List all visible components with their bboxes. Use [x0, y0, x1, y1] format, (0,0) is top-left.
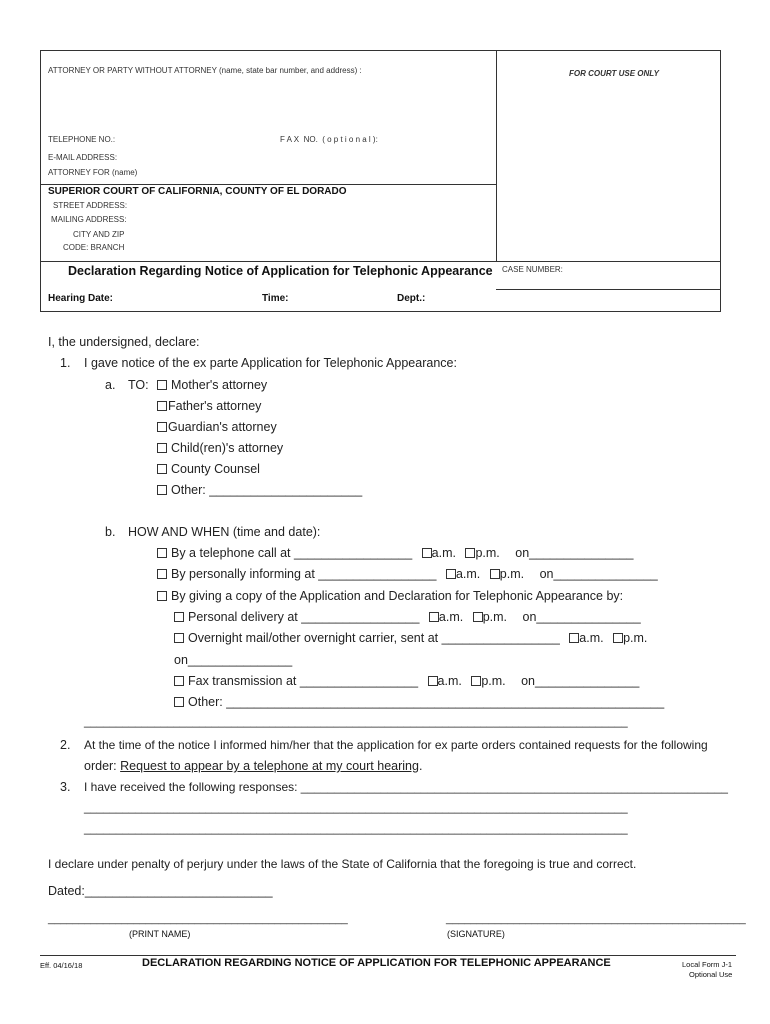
responses-line-2[interactable]: _____________________________________________________________________________________ — [84, 823, 628, 835]
checkbox-icon[interactable] — [157, 569, 167, 579]
signature-label: (SIGNATURE) — [447, 929, 505, 939]
mailing-address-label: MAILING ADDRESS: — [51, 215, 127, 224]
responses-line-1[interactable]: _____________________________________________________________________________________ — [84, 802, 628, 814]
personal-delivery-option[interactable]: Personal delivery at _________________ a.m. p.m. on_______________ — [174, 610, 641, 624]
checkbox-icon[interactable] — [174, 697, 184, 707]
to-guardian-option[interactable]: Guardian's attorney — [157, 420, 277, 434]
to-children-option[interactable]: Child(ren)'s attorney — [157, 441, 283, 455]
effective-date: Eff. 04/16/18 — [40, 961, 83, 970]
email-label: E-MAIL ADDRESS: — [48, 153, 118, 162]
checkbox-icon[interactable] — [174, 612, 184, 622]
other-method-line[interactable]: _____________________________________________________________________________________ — [84, 716, 628, 728]
checkbox-icon[interactable] — [174, 633, 184, 643]
hearing-date-label: Hearing Date: — [48, 293, 114, 304]
item2-text: At the time of the notice I informed him/her that the application for ex parte orders contained requests for the following — [84, 738, 708, 752]
checkbox-icon[interactable] — [157, 443, 167, 453]
footer-title: DECLARATION REGARDING NOTICE OF APPLICATION FOR TELEPHONIC APPEARANCE — [142, 957, 611, 969]
giving-copy-option[interactable]: By giving a copy of the Application and Declaration for Telephonic Appearance by: — [157, 589, 623, 603]
checkbox-icon[interactable] — [157, 380, 167, 390]
intro-text: I, the undersigned, declare: — [48, 335, 200, 349]
telephone-call-option[interactable]: By a telephone call at _________________ a.m. p.m. on_______________ — [157, 546, 633, 560]
checkbox-icon[interactable] — [174, 676, 184, 686]
fax-label: F A X NO. ( o p t i o n a l ): — [280, 135, 378, 144]
optional-use: Optional Use — [689, 970, 733, 979]
checkbox-icon[interactable] — [429, 612, 439, 622]
to-father-option[interactable]: Father's attorney — [157, 399, 261, 413]
item3-text: I have received the following responses: ________________________________________________________________ — [84, 780, 728, 794]
case-number-label: CASE NUMBER: — [502, 265, 563, 274]
to-county-counsel-option[interactable]: County Counsel — [157, 462, 260, 476]
checkbox-icon[interactable] — [157, 485, 167, 495]
attorney-for-label: ATTORNEY FOR (name) — [48, 168, 138, 177]
time-label: Time: — [262, 293, 289, 304]
city-zip-label: CITY AND ZIP — [73, 230, 125, 239]
item-a-label: a. — [105, 378, 116, 392]
court-name: SUPERIOR COURT OF CALIFORNIA, COUNTY OF EL DORADO — [48, 186, 347, 197]
checkbox-icon[interactable] — [157, 548, 167, 558]
overnight-date-line[interactable]: on_______________ — [174, 653, 293, 667]
checkbox-icon[interactable] — [157, 422, 167, 432]
item2-number: 2. — [60, 738, 71, 752]
attorney-label: ATTORNEY OR PARTY WITHOUT ATTORNEY (name, state bar number, and address) : — [48, 66, 362, 75]
local-form-number: Local Form J-1 — [682, 960, 733, 969]
to-mother-option[interactable]: Mother's attorney — [157, 378, 267, 392]
form-title: Declaration Regarding Notice of Application for Telephonic Appearance — [68, 264, 493, 278]
checkbox-icon[interactable] — [613, 633, 623, 643]
checkbox-icon[interactable] — [157, 591, 167, 601]
header-divider-court — [40, 184, 497, 185]
checkbox-icon[interactable] — [446, 569, 456, 579]
item3-number: 3. — [60, 780, 71, 794]
checkbox-icon[interactable] — [157, 464, 167, 474]
checkbox-icon[interactable] — [473, 612, 483, 622]
checkbox-icon[interactable] — [471, 676, 481, 686]
item1-text: I gave notice of the ex parte Application for Telephonic Appearance: — [84, 356, 457, 370]
print-name-line[interactable]: _________________________________________________ — [48, 913, 348, 925]
checkbox-icon[interactable] — [465, 548, 475, 558]
item-b-label: b. — [105, 525, 116, 539]
branch-label: CODE: BRANCH — [63, 243, 125, 252]
to-other-option[interactable]: Other: ______________________ — [157, 483, 362, 497]
street-address-label: STREET ADDRESS: — [53, 201, 128, 210]
checkbox-icon[interactable] — [422, 548, 432, 558]
footer-rule — [40, 955, 736, 956]
item2-order-line: order: Request to appear by a telephone at my court hearing. — [84, 759, 423, 773]
checkbox-icon[interactable] — [157, 401, 167, 411]
header-divider-title — [40, 261, 721, 262]
fax-transmission-option[interactable]: Fax transmission at _________________ a.m. p.m. on_______________ — [174, 674, 639, 688]
how-when-label: HOW AND WHEN (time and date): — [128, 525, 321, 539]
telephone-label: TELEPHONE NO.: — [48, 135, 116, 144]
header-divider-case — [496, 289, 721, 290]
dept-label: Dept.: — [397, 293, 426, 304]
overnight-mail-option[interactable]: Overnight mail/other overnight carrier, sent at _________________ a.m. p.m. — [174, 631, 647, 645]
item1-number: 1. — [60, 356, 71, 370]
perjury-declaration: I declare under penalty of perjury under the laws of the State of California that the foregoing is true and correct. — [48, 857, 637, 871]
checkbox-icon[interactable] — [490, 569, 500, 579]
print-name-label: (PRINT NAME) — [129, 929, 191, 939]
signature-line[interactable]: _________________________________________________ — [446, 913, 746, 925]
dated-field[interactable]: Dated:___________________________ — [48, 884, 273, 898]
other-method-option[interactable]: Other: _______________________________________________________________ — [174, 695, 664, 709]
checkbox-icon[interactable] — [569, 633, 579, 643]
court-use-label: FOR COURT USE ONLY — [569, 69, 659, 78]
personally-informing-option[interactable]: By personally informing at _________________ a.m. p.m. on_______________ — [157, 567, 658, 581]
to-label: TO: — [128, 378, 149, 392]
checkbox-icon[interactable] — [428, 676, 438, 686]
header-divider-vertical — [496, 50, 497, 261]
